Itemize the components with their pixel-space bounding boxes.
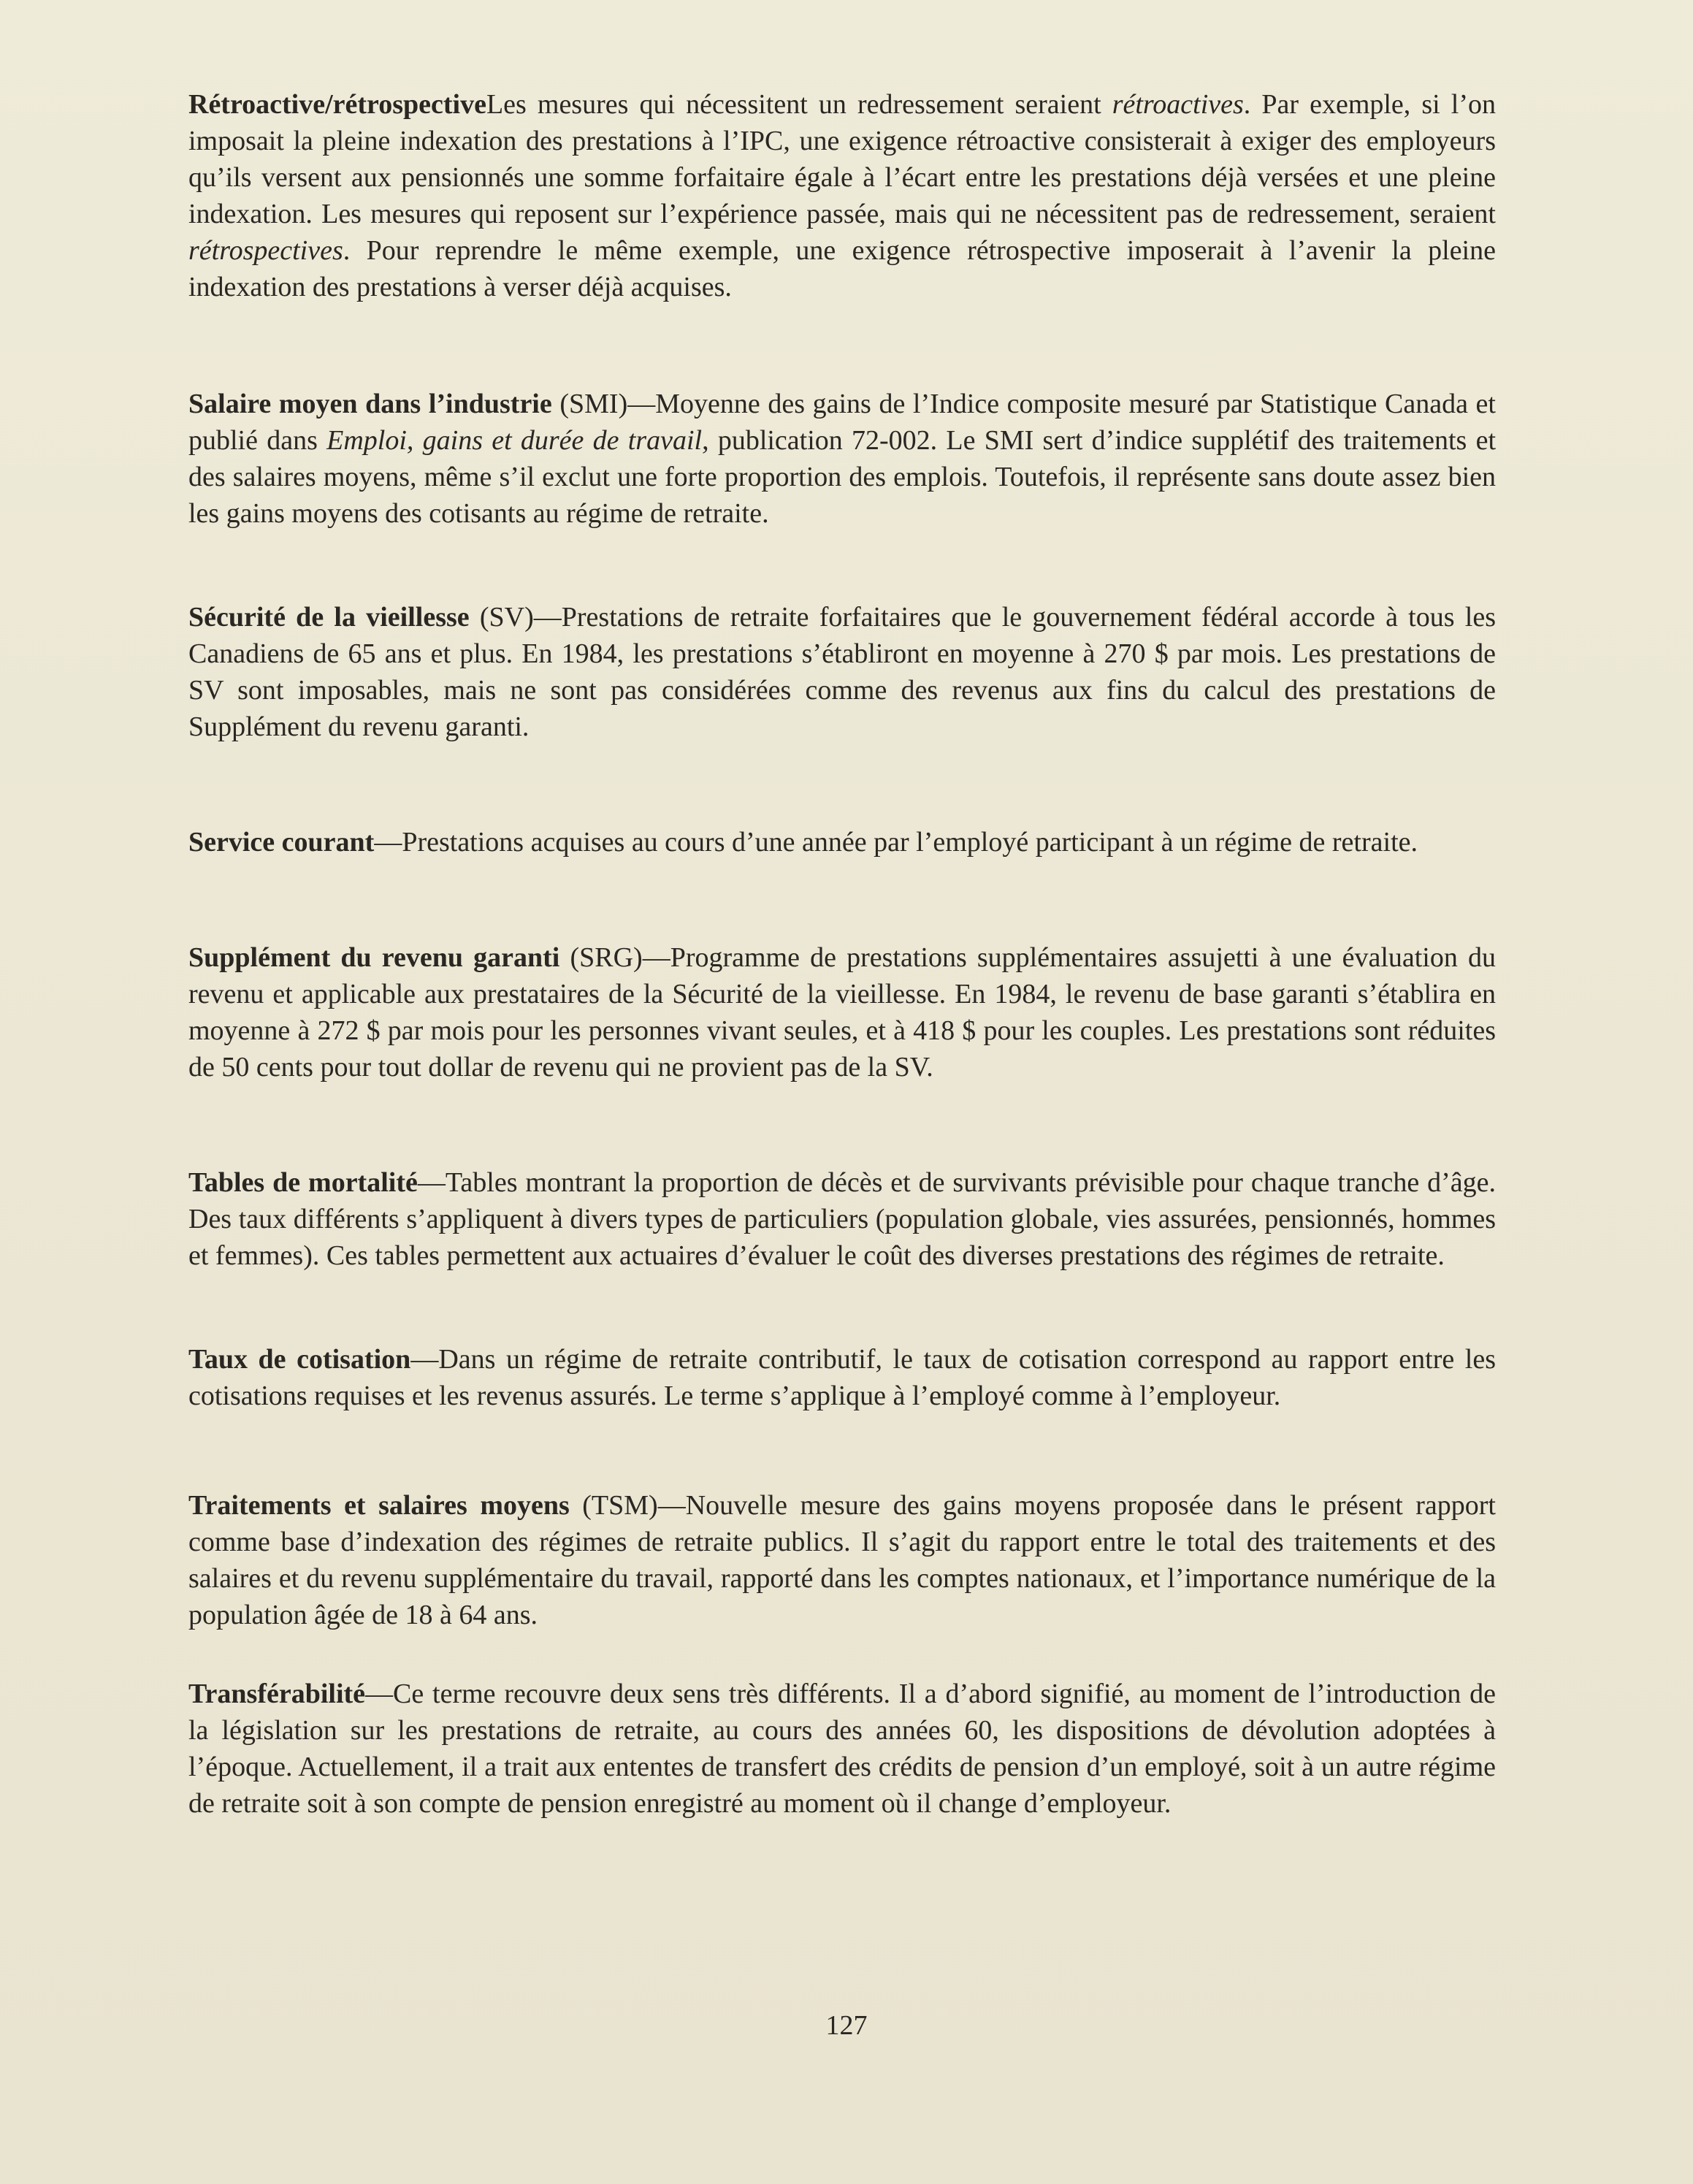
entry-term: Service courant bbox=[188, 827, 375, 858]
entry-text: Les mesures qui nécessitent un redressement seraient bbox=[486, 89, 1112, 120]
entry-italic: rétroactives bbox=[1112, 89, 1244, 120]
glossary-entry-srg bbox=[188, 939, 1496, 1085]
entry-text: , publication 72-002. Le SMI sert d’indice supplétif des traitements et des salaires moyens, même s’il exclut une forte proportion des emplois. Toutefois, il représente sans doute assez bien les gains moyens des cotisants au régime de retraite. bbox=[188, 425, 1496, 529]
glossary-entry-smi bbox=[188, 386, 1496, 532]
entry-term: Tables de mortalité bbox=[188, 1167, 418, 1198]
entry-text: (SMI)—Moyenne des gains de l’Indice composite mesuré par Statistique Canada et publié dans bbox=[188, 389, 1496, 456]
entry-term: Rétroactive/rétrospective bbox=[188, 89, 486, 120]
glossary-entry-tables-mortalite bbox=[188, 1164, 1496, 1274]
entry-text: . Par exemple, si l’on imposait la pleine indexation des prestations à l’IPC, une exigence rétroactive consisterait à exiger des employeurs qu’ils versent aux pensionnés une somme forfaitaire égale à l’écart entre les prestations déjà versées et une pleine indexation. Les mesures qui reposent sur l’expérience passée, mais qui ne nécessitent pas de redressement, seraient bbox=[188, 89, 1496, 229]
glossary-entry-retroactive bbox=[188, 86, 1496, 305]
entry-term: Sécurité de la vieillesse bbox=[188, 602, 470, 633]
glossary-entry-tsm bbox=[188, 1487, 1496, 1633]
entry-text: (SRG)—Programme de prestations supplémentaires assujetti à une évaluation du revenu et applicable aux prestataires de la Sécurité de la vieillesse. En 1984, le revenu de base garanti s’établira en moyenne à 272 $ par mois pour les personnes vivant seules, et à 418 $ pour les couples. Les prestations sont réduites de 50 cents pour tout dollar de revenu qui ne provient pas de la SV. bbox=[188, 942, 1496, 1083]
glossary-entry-taux-cotisation bbox=[188, 1341, 1496, 1414]
glossary-body bbox=[188, 86, 1496, 1822]
entry-text: —Tables montrant la proportion de décès et de survivants prévisible pour chaque tranche d’âge. Des taux différents s’appliquent à divers types de particuliers (population globale, vies assurées, pensionnés, hommes et femmes). Ces tables permettent aux actuaires d’évaluer le coût des diverses prestations des régimes de retraite. bbox=[188, 1167, 1497, 1271]
entry-italic: Emploi, gains et durée de travail bbox=[326, 425, 703, 456]
glossary-entry-service-courant bbox=[188, 824, 1496, 860]
entry-text: . Pour reprendre le même exemple, une exigence rétrospective imposerait à l’avenir la pleine indexation des prestations à verser déjà acquises. bbox=[188, 235, 1496, 302]
entry-text: (TSM)—Nouvelle mesure des gains moyens proposée dans le présent rapport comme base d’indexation des régimes de retraite publics. Il s’agit du rapport entre le total des traitements et des salaires et du revenu supplémentaire du travail, rapporté dans les comptes nationaux, et l’importance numérique de la population âgée de 18 à 64 ans. bbox=[188, 1490, 1496, 1630]
entry-text: (SV)—Prestations de retraite forfaitaires que le gouvernement fédéral accorde à tous les Canadiens de 65 ans et plus. En 1984, les prestations s’établiront en moyenne à 270 $ par mois. Les prestations de SV sont imposables, mais ne sont pas considérées comme des revenus aux fins du calcul des prestations de Supplément du revenu garanti. bbox=[188, 602, 1496, 742]
entry-term: Traitements et salaires moyens bbox=[188, 1490, 570, 1521]
entry-term: Supplément du revenu garanti bbox=[188, 942, 560, 973]
entry-text: —Dans un régime de retraite contributif, le taux de cotisation correspond au rapport entre les cotisations requises et les revenus assurés. Le terme s’applique à l’employé comme à l’employeur. bbox=[188, 1344, 1497, 1411]
glossary-entry-transferabilite bbox=[188, 1676, 1496, 1822]
entry-term: Transférabilité bbox=[188, 1679, 366, 1709]
page-number: 127 bbox=[825, 2010, 868, 2041]
entry-term: Taux de cotisation bbox=[188, 1344, 411, 1375]
entry-term: Salaire moyen dans l’industrie bbox=[188, 389, 552, 419]
entry-italic: rétrospectives bbox=[188, 235, 343, 266]
glossary-entry-sv bbox=[188, 599, 1496, 745]
entry-text: —Prestations acquises au cours d’une année par l’employé participant à un régime de retraite. bbox=[374, 827, 1418, 858]
entry-text: —Ce terme recouvre deux sens très différents. Il a d’abord signifié, au moment de l’introduction de la législation sur les prestations de retraite, au cours des années 60, les dispositions de dévolution adoptées à l’époque. Actuellement, il a trait aux ententes de transfert des crédits de pension d’un employé, soit à un autre régime de retraite soit à son compte de pension enregistré au moment où il change d’employeur. bbox=[188, 1679, 1496, 1819]
